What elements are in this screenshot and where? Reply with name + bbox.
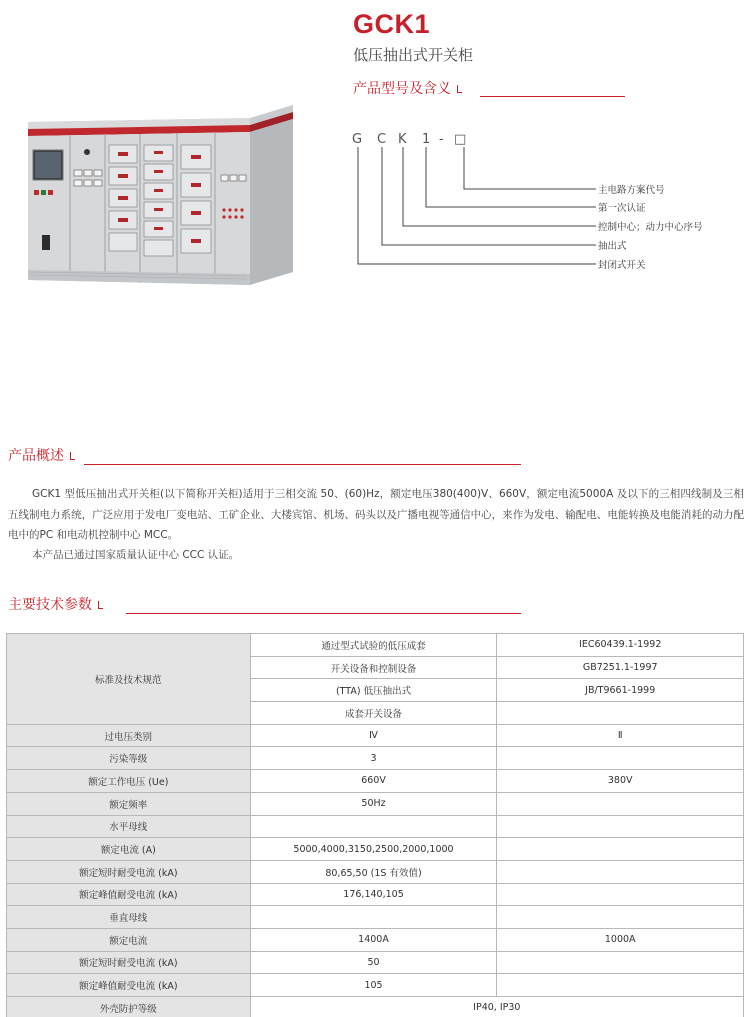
heading-bracket-icon bbox=[457, 85, 462, 93]
table-row bbox=[7, 928, 744, 951]
param-value bbox=[250, 906, 497, 929]
standard-name: 通过型式试验的低压成套 bbox=[250, 634, 497, 657]
standard-code: JB/T9661-1999 bbox=[497, 679, 744, 702]
param-value-alt bbox=[497, 792, 744, 815]
code-label-first-certification: 第一次认证 bbox=[598, 203, 646, 214]
spec-table bbox=[6, 633, 744, 1017]
model-meaning-rule bbox=[480, 96, 625, 97]
certification-paragraph: 本产品已通过国家质量认证中心 CCC 认证。 bbox=[32, 549, 240, 561]
protection-value: IP40, IP30 bbox=[250, 997, 743, 1017]
param-value-alt bbox=[497, 951, 744, 974]
code-label-enclosed: 封闭式开关 bbox=[598, 260, 646, 271]
param-value-alt bbox=[497, 883, 744, 906]
param-value: 3 bbox=[250, 747, 497, 770]
code-char-c: C bbox=[377, 132, 387, 147]
param-value-alt bbox=[497, 838, 744, 861]
param-value: 660V bbox=[250, 770, 497, 793]
param-label: 污染等级 bbox=[7, 747, 251, 770]
table-row bbox=[7, 724, 744, 747]
param-value: Ⅳ bbox=[250, 724, 497, 747]
param-value-alt bbox=[497, 906, 744, 929]
param-value-alt: Ⅱ bbox=[497, 724, 744, 747]
standard-name: (TTA) 低压抽出式 bbox=[250, 679, 497, 702]
code-char-g: G bbox=[352, 132, 363, 147]
specs-rule bbox=[126, 613, 521, 614]
param-label: 额定电流 (A) bbox=[7, 838, 251, 861]
param-label: 过电压类别 bbox=[7, 724, 251, 747]
model-meaning-heading-text: 产品型号及含义 bbox=[353, 81, 451, 97]
param-label: 额定工作电压 (Ue) bbox=[7, 770, 251, 793]
param-value: 50Hz bbox=[250, 792, 497, 815]
param-value-alt bbox=[497, 747, 744, 770]
code-char-dash: - bbox=[439, 132, 444, 147]
param-value-alt bbox=[497, 974, 744, 997]
param-value: 105 bbox=[250, 974, 497, 997]
code-char-1: 1 bbox=[422, 132, 431, 147]
table-row bbox=[7, 974, 744, 997]
standards-label: 标准及技术规范 bbox=[7, 634, 251, 725]
param-value-alt bbox=[497, 860, 744, 883]
heading-bracket-icon bbox=[70, 452, 75, 460]
table-row bbox=[7, 792, 744, 815]
table-row bbox=[7, 883, 744, 906]
code-char-box: □ bbox=[454, 132, 467, 147]
table-row bbox=[7, 906, 744, 929]
table-row bbox=[7, 747, 744, 770]
overview-heading-text: 产品概述 bbox=[8, 448, 64, 464]
product-title: GCK1 bbox=[353, 9, 431, 39]
param-label: 额定短时耐受电流 (kA) bbox=[7, 951, 251, 974]
param-label: 额定频率 bbox=[7, 792, 251, 815]
model-meaning-heading bbox=[353, 78, 462, 98]
table-row bbox=[7, 997, 744, 1017]
standard-code: GB7251.1-1997 bbox=[497, 656, 744, 679]
heading-bracket-icon bbox=[98, 601, 103, 609]
param-value: 1400A bbox=[250, 928, 497, 951]
specs-heading bbox=[8, 594, 103, 614]
param-value: 5000,4000,3150,2500,2000,1000 bbox=[250, 838, 497, 861]
overview-paragraph: GCK1 型低压抽出式开关柜(以下简称开关柜)适用于三相交流 50、(60)Hz，额定电压380(400)V、660V，额定电流5000A 及以下的三相四线制及三相五线制电力系统，广泛应用于发电厂变电站、工矿企业、大楼宾馆、机场、码头以及广播电视等通信中心，来作为发电、输配电、电能转换及电能消耗的动力配电中的PC 和电动机控制中心 MCC。 bbox=[8, 488, 744, 541]
switchgear-cabinet-image bbox=[25, 100, 309, 300]
param-value: 176,140,105 bbox=[250, 883, 497, 906]
param-value: 80,65,50 (1S 有效值) bbox=[250, 860, 497, 883]
code-label-draw-out: 抽出式 bbox=[598, 241, 627, 252]
table-row bbox=[7, 951, 744, 974]
param-label: 水平母线 bbox=[7, 815, 251, 838]
table-row bbox=[7, 634, 744, 657]
table-row bbox=[7, 838, 744, 861]
model-code-diagram bbox=[340, 125, 740, 285]
code-char-k: K bbox=[398, 132, 407, 147]
table-row bbox=[7, 860, 744, 883]
param-value bbox=[250, 815, 497, 838]
param-label: 额定峰值耐受电流 (kA) bbox=[7, 974, 251, 997]
param-label: 额定电流 bbox=[7, 928, 251, 951]
standard-code: IEC60439.1-1992 bbox=[497, 634, 744, 657]
param-label: 额定峰值耐受电流 (kA) bbox=[7, 883, 251, 906]
overview-rule bbox=[84, 464, 521, 465]
standard-code bbox=[497, 702, 744, 725]
table-row bbox=[7, 770, 744, 793]
code-label-center-number: 控制中心；动力中心序号 bbox=[598, 222, 703, 233]
param-label: 垂直母线 bbox=[7, 906, 251, 929]
specs-heading-text: 主要技术参数 bbox=[8, 597, 92, 613]
param-value-alt bbox=[497, 815, 744, 838]
overview-heading bbox=[8, 445, 75, 465]
param-value-alt: 1000A bbox=[497, 928, 744, 951]
param-value: 50 bbox=[250, 951, 497, 974]
product-subtitle: 低压抽出式开关柜 bbox=[353, 46, 474, 64]
param-value-alt: 380V bbox=[497, 770, 744, 793]
standard-name: 开关设备和控制设备 bbox=[250, 656, 497, 679]
param-label: 额定短时耐受电流 (kA) bbox=[7, 860, 251, 883]
code-label-circuit-scheme: 主电路方案代号 bbox=[598, 185, 665, 196]
protection-label: 外壳防护等级 bbox=[7, 997, 251, 1017]
standard-name: 成套开关设备 bbox=[250, 702, 497, 725]
table-row bbox=[7, 815, 744, 838]
